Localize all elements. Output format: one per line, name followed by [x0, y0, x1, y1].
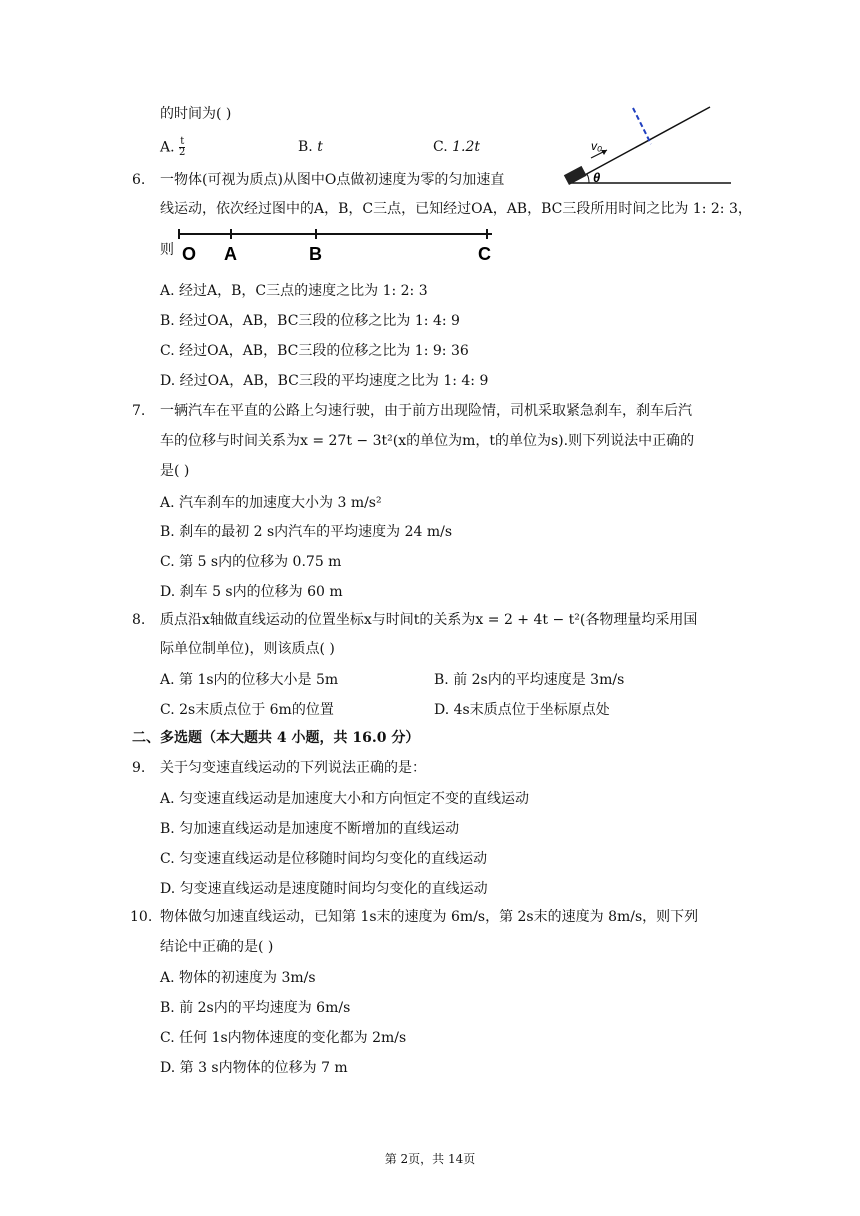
q7-line-1: 一辆汽车在平直的公路上匀速行驶，由于前方出现险情，司机采取紧急刹车，刹车后汽	[160, 403, 692, 419]
point-label-b: B	[309, 244, 322, 264]
q5-option-c	[433, 139, 480, 155]
page-footer: 第 2页，共 14页	[384, 1152, 476, 1166]
q7-number: 7.	[132, 403, 146, 419]
q6-line-2: 线运动，依次经过图中的A，B，C三点，已知经过OA，AB，BC三段所用时间之比为 1: 2: 3，	[160, 201, 752, 217]
q5-option-b	[298, 139, 323, 155]
q8-number: 8.	[132, 612, 146, 628]
dashed-marker-line	[633, 108, 651, 144]
fraction-numerator: t	[180, 136, 185, 147]
point-label-o: O	[182, 244, 197, 264]
q8-option-d: D. 4s末质点位于坐标原点处	[434, 702, 610, 718]
q5-option-b-letter: B.	[298, 139, 313, 155]
point-label-c: C	[478, 244, 491, 264]
q6-line-1: 一物体(可视为质点)从图中O点做初速度为零的匀加速直	[160, 172, 505, 188]
q9-option-c: C. 匀变速直线运动是位移随时间均匀变化的直线运动	[160, 851, 488, 867]
q9-option-d: D. 匀变速直线运动是速度随时间均匀变化的直线运动	[160, 881, 488, 897]
theta-label: θ	[593, 170, 601, 185]
q6-number: 6.	[132, 172, 146, 188]
q5-option-a-letter: A.	[160, 139, 175, 156]
q6-option-d: D. 经过OA，AB，BC三段的平均速度之比为 1: 4: 9	[160, 373, 489, 389]
q8-option-a: A. 第 1s内的位移大小是 5m	[160, 672, 339, 688]
q10-option-c: C. 任何 1s内物体速度的变化都为 2m/s	[160, 1030, 407, 1046]
section-heading-multiple-choice: 二、多选题（本大题共 4 小题，共 16.0 分）	[132, 730, 420, 746]
q8-option-c: C. 2s末质点位于 6m的位置	[160, 702, 334, 718]
q10-option-a: A. 物体的初速度为 3m/s	[160, 970, 316, 986]
q9-number: 9.	[132, 760, 146, 776]
q9-line-1: 关于匀变速直线运动的下列说法正确的是：	[160, 760, 426, 776]
q7-option-a: A. 汽车刹车的加速度大小为 3 m/s²	[160, 495, 382, 511]
q10-option-d: D. 第 3 s内物体的位移为 7 m	[160, 1060, 348, 1076]
q6-line-3: 则	[160, 242, 174, 258]
q5-option-c-text: 1.2t	[452, 139, 481, 155]
v0-label: v₀	[591, 139, 603, 153]
q5-option-a	[160, 137, 185, 158]
q10-number: 10.	[130, 909, 153, 925]
angle-arc	[587, 174, 589, 183]
q10-option-b: B. 前 2s内的平均速度为 6m/s	[160, 1000, 351, 1016]
q5-option-a-fraction	[179, 137, 185, 158]
q6-option-c: C. 经过OA，AB，BC三段的位移之比为 1: 9: 36	[160, 343, 469, 359]
q7-option-c: C. 第 5 s内的位移为 0.75 m	[160, 554, 342, 570]
incline-figure	[555, 100, 735, 190]
q7-option-d: D. 刹车 5 s内的位移为 60 m	[160, 584, 343, 600]
q8-option-b: B. 前 2s内的平均速度是 3m/s	[434, 672, 625, 688]
q6-option-a: A. 经过A，B，C三点的速度之比为 1: 2: 3	[160, 283, 428, 299]
q10-line-2: 结论中正确的是( )	[160, 939, 274, 955]
q9-option-b: B. 匀加速直线运动是加速度不断增加的直线运动	[160, 821, 460, 837]
q8-line-1: 质点沿x轴做直线运动的位置坐标x与时间t的关系为x = 2 + 4t − t²(各物理量均采用国	[160, 612, 698, 628]
q8-line-2: 际单位制单位)，则该质点( )	[160, 641, 335, 657]
fraction-denominator: 2	[179, 147, 186, 158]
q5-option-c-letter: C.	[433, 139, 448, 155]
q6-option-b: B. 经过OA，AB，BC三段的位移之比为 1: 4: 9	[160, 313, 460, 329]
point-label-a: A	[224, 244, 237, 264]
q9-option-a: A. 匀变速直线运动是加速度大小和方向恒定不变的直线运动	[160, 791, 530, 807]
q7-option-b: B. 刹车的最初 2 s内汽车的平均速度为 24 m/s	[160, 524, 453, 540]
q7-line-2: 车的位移与时间关系为x = 27t − 3t²(x的单位为m，t的单位为s).则下列说法中正确的	[160, 433, 695, 449]
q7-line-3: 是( )	[160, 463, 190, 479]
q5-option-b-text: t	[317, 139, 323, 155]
segment-figure	[176, 228, 501, 268]
block	[564, 166, 587, 185]
q10-line-1: 物体做匀加速直线运动，已知第 1s末的速度为 6m/s，第 2s末的速度为 8m/s，则下列	[160, 909, 699, 925]
q5-tail-text: 的时间为( )	[160, 106, 232, 122]
